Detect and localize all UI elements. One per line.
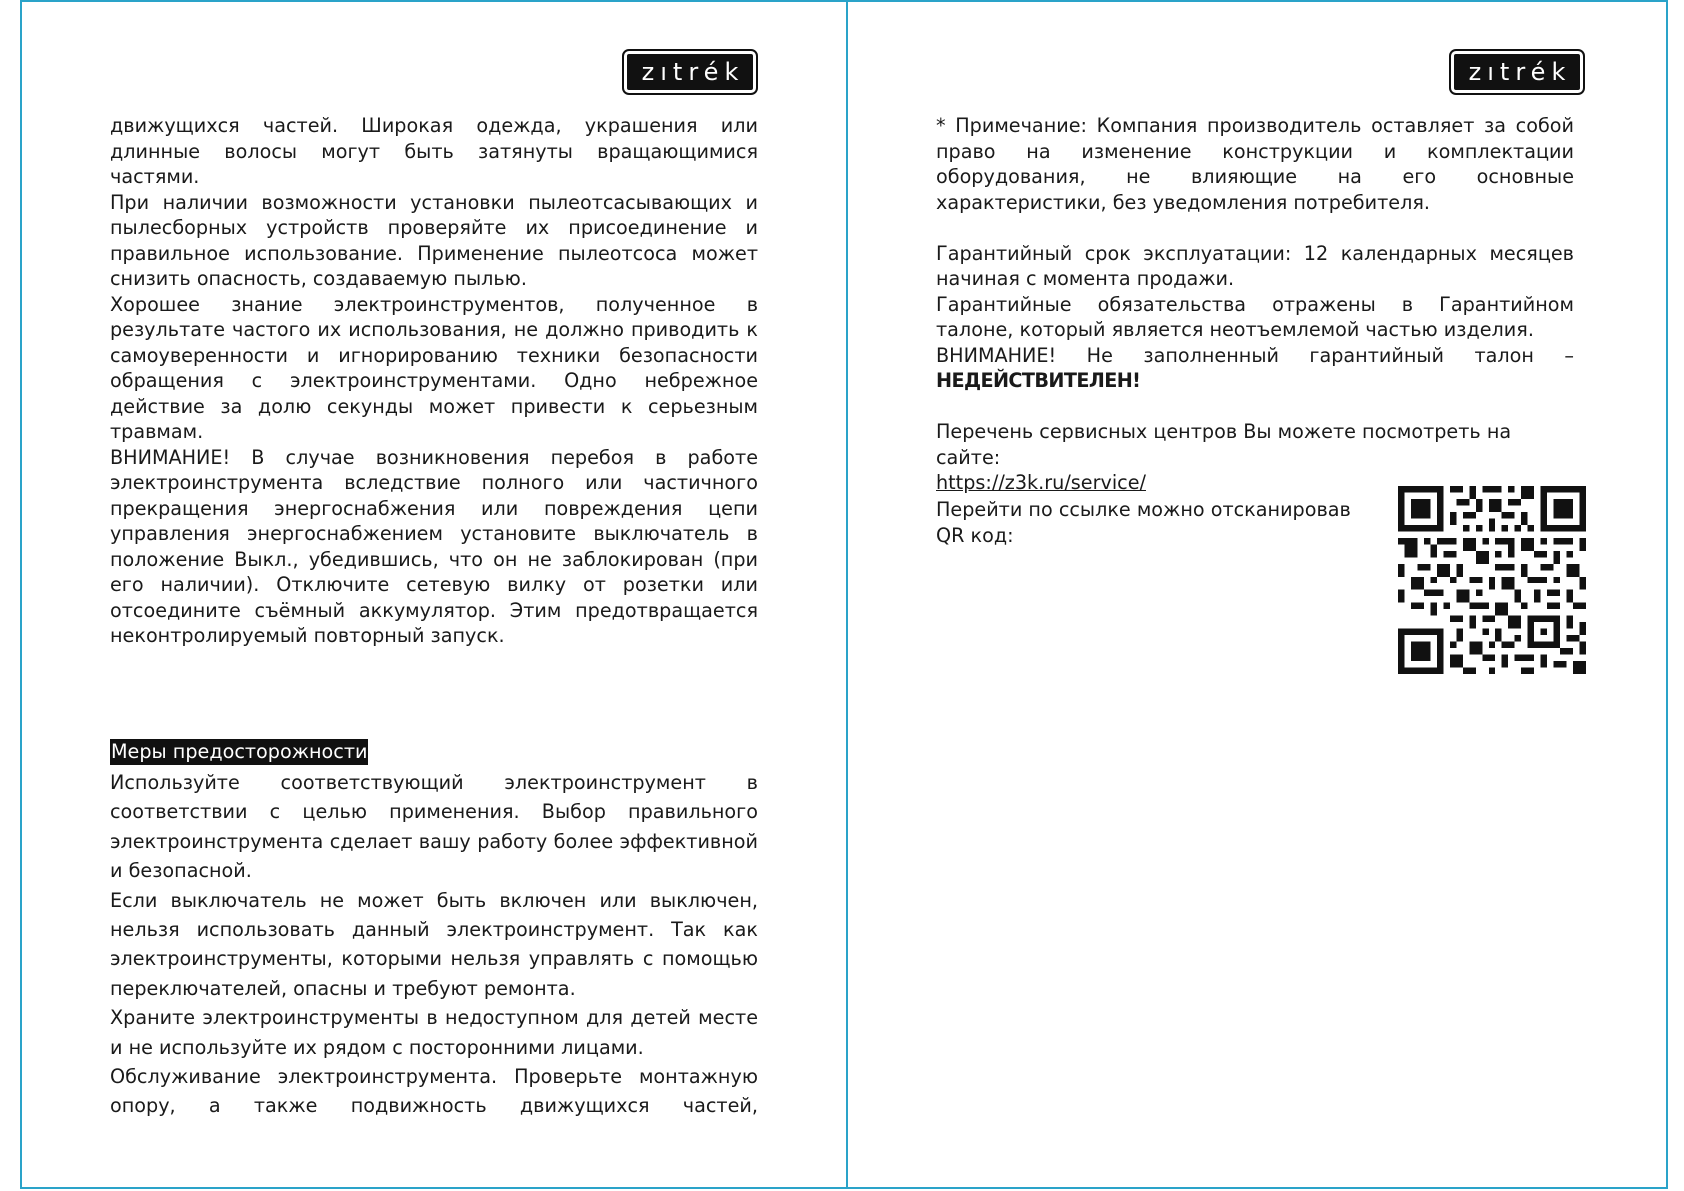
- service-link[interactable]: https://z3k.ru/service/: [936, 471, 1146, 494]
- section-title: Меры предосторожности: [111, 740, 368, 763]
- safety-text-continued: [110, 113, 758, 649]
- warranty-period: Гарантийный срок эксплуатации: 12 календарных месяцев начиная с момента продажи.: [936, 241, 1574, 290]
- paragraph: Обслуживание электроинструмента. Проверьте монтажную опору, а также подвижность движущихся частей,: [110, 1065, 758, 1118]
- brand-logo: zıtrék: [625, 52, 755, 92]
- service-text: Перечень сервисных центров Вы можете посмотреть на сайте:: [936, 420, 1512, 469]
- paragraph: Если выключатель не может быть включен или выключен, нельзя использовать данный электроинструмент. Так как электроинструменты, которыми нельзя управлять с помощью переключателей, опасны и требуют ремонта.: [110, 888, 758, 1000]
- note-paragraph: * Примечание: Компания производитель оставляет за собой право на изменение конструкции и комплектации оборудования, не влияющие на его основные характеристики, без уведомления потребителя.: [936, 114, 1574, 214]
- warranty-obligations: Гарантийные обязательства отражены в Гарантийном талоне, который является неотъемлемой частью изделия.: [936, 292, 1574, 341]
- paragraph: движущихся частей. Широкая одежда, украшения или длинные волосы могут быть затянуты вращающимися частями.: [110, 114, 758, 188]
- right-page: [846, 0, 1668, 1189]
- warranty-info: [936, 113, 1574, 496]
- qr-code-icon: [1398, 485, 1586, 675]
- attention-bold: НЕДЕЙСТВИТЕЛЕН!: [936, 369, 1141, 392]
- left-page: [20, 0, 848, 1189]
- paragraph: При наличии возможности установки пылеотсасывающих и пылесборных устройств проверяйте их присоединение и правильное использование. Применение пылеотсоса может снизить опасность, создаваемую пылью.: [110, 190, 758, 290]
- paragraph: Используйте соответствующий электроинструмент в соответствии с целью применения. Выбор правильного электроинструмента сделает вашу работу более эффективной и безопасной.: [110, 771, 758, 883]
- paragraph: ВНИМАНИЕ! В случае возникновения перебоя в работе электроинструмента вследствие полного или частичного прекращения энергоснабжения или повреждения цепи управления энергоснабжением установите выключатель в положение Выкл., убедившись, что он не заблокирован (при его наличии). Отключите сетевую вилку от розетки или отсоедините съёмный аккумулятор. Этим предотвращается неконтролируемый повторный запуск.: [110, 445, 758, 647]
- paragraph: Хорошее знание электроинструментов, полученное в результате частого их использования, не должно приводить к самоуверенности и игнорированию техники безопасности обращения с электроинструментами. Одно небрежное действие за долю секунды может привести к серьезным травмам.: [110, 292, 758, 443]
- attention-text: ВНИМАНИЕ! Не заполненный гарантийный талон –: [936, 343, 1574, 367]
- precautions-text: [110, 768, 758, 1121]
- paragraph: Храните электроинструменты в недоступном для детей месте и не используйте их рядом с посторонними лицами.: [110, 1006, 758, 1059]
- brand-logo: zıtrék: [1452, 52, 1582, 92]
- qr-caption: Перейти по ссылке можно отсканировав QR код:: [936, 498, 1351, 547]
